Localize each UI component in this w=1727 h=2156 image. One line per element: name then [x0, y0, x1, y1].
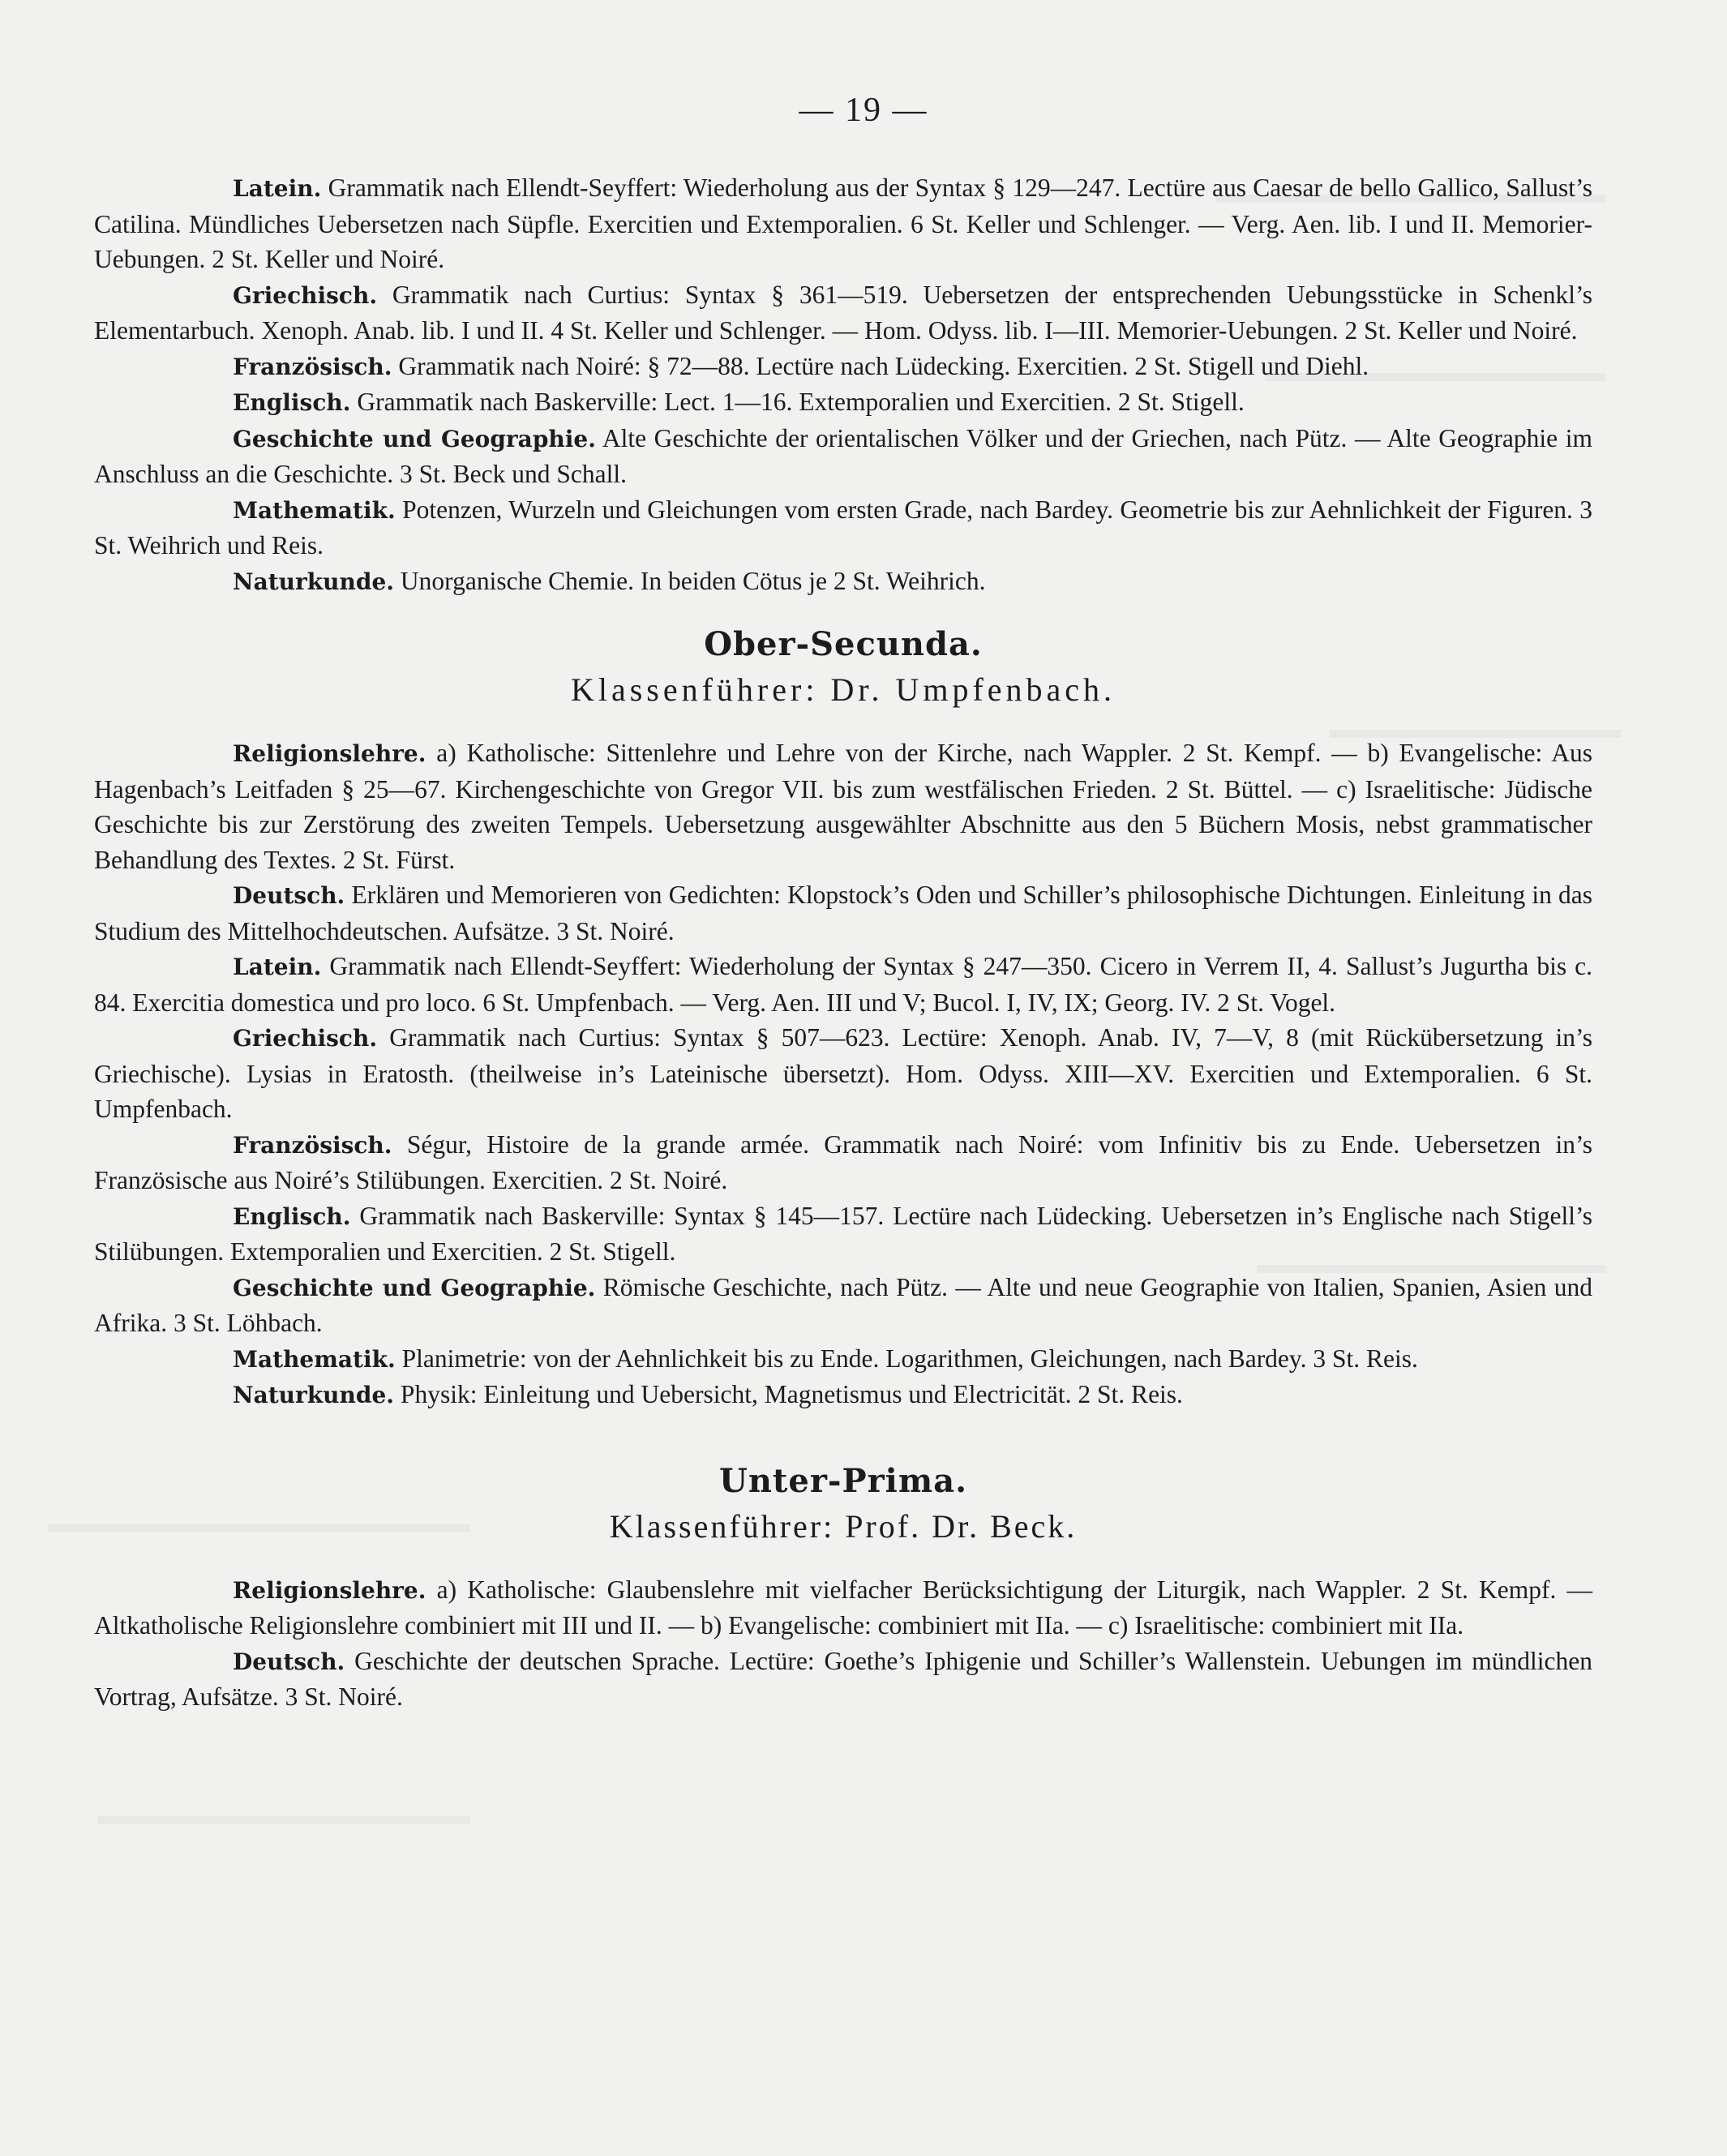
section-title-ober-secunda: Ober-Secunda. [704, 625, 983, 663]
subject-heading: Latein. [233, 954, 322, 980]
entry-text: Grammatik nach Noiré: § 72—88. Lectüre nach Lüdecking. Exercitien. 2 St. Stigell und Diehl. [398, 351, 1369, 380]
subject-heading: Griechisch. [233, 1025, 378, 1052]
entry-englisch-top [94, 384, 1592, 421]
entry-naturkunde-top [94, 564, 1592, 600]
subject-heading: Deutsch. [233, 1648, 345, 1675]
subject-heading: Englisch. [233, 1202, 351, 1230]
subject-heading: Geschichte und Geographie. [233, 1274, 596, 1301]
subject-heading: Naturkunde. [233, 568, 395, 595]
entry-griechisch-top [94, 277, 1592, 349]
subject-heading: Naturkunde. [233, 1382, 395, 1408]
entry-text: a) Katholische: Sittenlehre und Lehre von der Kirche, nach Wappler. 2 St. Kempf. — b) Evangelische: Aus Hagenbach’s Leitfaden § 25—67. Kirchengeschichte von Gregor VII. bis zum westfälischen Frieden. 2 St. Büttel. — c) Israelitische: Jüdische Geschichte bis zur Zerstörung des zweiten Tempels. Uebersetzung ausgewählter Abschnitte aus den 5 Büchern Mosis, nebst grammatischer Behandlung des Textes. 2 St. Fürst. [94, 739, 1592, 874]
entry-franzoesisch [94, 1127, 1592, 1198]
subject-heading: Griechisch. [233, 281, 378, 309]
subject-heading: Religionslehre. [233, 1576, 426, 1604]
entry-mathematik [94, 1341, 1592, 1378]
entry-text: Ségur, Histoire de la grande armée. Grammatik nach Noiré: vom Infinitiv bis zu Ende. Uebersetzen in’s Französische aus Noiré’s Stilübungen. Exercitien. 2 St. Noiré. [94, 1129, 1592, 1194]
entry-religionslehre-prima [94, 1572, 1592, 1644]
entry-text: Alte Geschichte der orientalischen Völker und der Griechen, nach Pütz. — Alte Geographie im Anschluss an die Geschichte. 3 St. Beck und Schall. [94, 423, 1592, 488]
entry-text: Römische Geschichte, nach Pütz. — Alte und neue Geographie von Italien, Spanien, Asien und Afrika. 3 St. Löhbach. [94, 1272, 1593, 1337]
subject-heading: Latein. [233, 175, 322, 202]
page-content [94, 170, 1592, 1715]
entry-religionslehre [94, 735, 1592, 877]
entry-text: Grammatik nach Baskerville: Syntax § 145—157. Lectüre nach Lüdecking. Uebersetzen in’s Englische nach Stigell’s Stilübungen. Extemporalien und Exercitien. 2 St. Stigell. [94, 1201, 1593, 1266]
subject-heading: Geschichte und Geographie. [233, 425, 596, 452]
subject-heading: Französisch. [233, 1131, 392, 1159]
entry-latein-top [94, 170, 1592, 277]
entry-text: Grammatik nach Curtius: Syntax § 361—519. Uebersetzen der entsprechenden Uebungsstücke in Schenkl’s Elementarbuch. Xenoph. Anab. lib. I und II. 4 St. Keller und Schlenger. — Hom. Odyss. lib. I—III. Memorier-Uebungen. 2 St. Keller und Noiré. [94, 280, 1592, 345]
entry-text: Grammatik nach Baskerville: Lect. 1—16. Extemporalien und Exercitien. 2 St. Stigell. [357, 388, 1245, 416]
entry-mathematik-top [94, 492, 1592, 564]
entry-griechisch [94, 1020, 1592, 1127]
subject-heading: Deutsch. [233, 882, 345, 909]
subject-heading: Französisch. [233, 353, 392, 380]
entry-text: Physik: Einleitung und Uebersicht, Magnetismus und Electricität. 2 St. Reis. [400, 1380, 1183, 1408]
subject-heading: Religionslehre. [233, 740, 426, 767]
entry-text: Grammatik nach Ellendt-Seyffert: Wiederholung aus der Syntax § 129—247. Lectüre aus Caesar de bello Gallico, Sallust’s Catilina. Mündliches Uebersetzen nach Süpfle. Exercitien und Extemporalien. 6 St. Keller und Schlenger. — Verg. Aen. lib. I und II. Memorier-Uebungen. 2 St. Keller und Noiré. [94, 174, 1592, 273]
section-title-unter-prima: Unter-Prima. [718, 1461, 968, 1500]
entry-text: Potenzen, Wurzeln und Gleichungen vom ersten Grade, nach Bardey. Geometrie bis zur Aehnlichkeit der Figuren. 3 St. Weihrich und Reis. [94, 495, 1593, 559]
entry-text: Grammatik nach Curtius: Syntax § 507—623. Lectüre: Xenoph. Anab. IV, 7—V, 8 (mit Rückübersetzung in’s Griechische). Lysias in Eratosth. (theilweise in’s Lateinische übersetzt). Hom. Odyss. XIII—XV. Exercitien und Extemporalien. 6 St. Umpfenbach. [94, 1023, 1592, 1123]
entry-franzoesisch-top [94, 349, 1592, 385]
entry-text: Unorganische Chemie. In beiden Cötus je 2 St. Weihrich. [400, 566, 986, 595]
entry-latein [94, 949, 1592, 1020]
entry-geschichte [94, 1270, 1592, 1341]
entry-text: a) Katholische: Glaubenslehre mit vielfacher Berücksichtigung der Liturgik, nach Wappler. 2 St. Kempf. — Altkatholische Religionslehre combiniert mit III und II. — b) Evangelische: combiniert mit IIa. — c) Israelitische: combiniert mit IIa. [94, 1575, 1593, 1640]
entry-text: Geschichte der deutschen Sprache. Lectüre: Goethe’s Iphigenie und Schiller’s Wallenstein. Uebungen im mündlichen Vortrag, Aufsätze. 3 St. Noiré. [94, 1646, 1592, 1711]
class-leader-unter-prima: Klassenführer: Prof. Dr. Beck. [609, 1507, 1078, 1545]
entry-text: Erklären und Memorieren von Gedichten: Klopstock’s Oden und Schiller’s philosophische Dichtungen. Einleitung in das Studium des Mittelhochdeutschen. Aufsätze. 3 St. Noiré. [94, 881, 1592, 945]
subject-heading: Mathematik. [233, 496, 396, 524]
subject-heading: Englisch. [233, 389, 351, 416]
page-number: — 19 — [799, 92, 928, 129]
entry-geschichte-top [94, 421, 1592, 492]
class-leader-ober-secunda: Klassenführer: Dr. Umpfenbach. [570, 671, 1116, 708]
subject-heading: Mathematik. [233, 1345, 396, 1373]
entry-deutsch-prima [94, 1644, 1592, 1715]
entry-text: Grammatik nach Ellendt-Seyffert: Wiederholung der Syntax § 247—350. Cicero in Verrem II, 4. Sallust’s Jugurtha bis c. 84. Exercitia domestica und pro loco. 6 St. Umpfenbach. — Verg. Aen. III und V; Bucol. I, IV, IX; Georg. IV. 2 St. Vogel. [94, 952, 1592, 1017]
entry-englisch [94, 1198, 1592, 1270]
entry-deutsch [94, 877, 1592, 949]
entry-text: Planimetrie: von der Aehnlichkeit bis zu Ende. Logarithmen, Gleichungen, nach Bardey. 3 St. Reis. [401, 1344, 1418, 1373]
entry-naturkunde [94, 1377, 1592, 1413]
